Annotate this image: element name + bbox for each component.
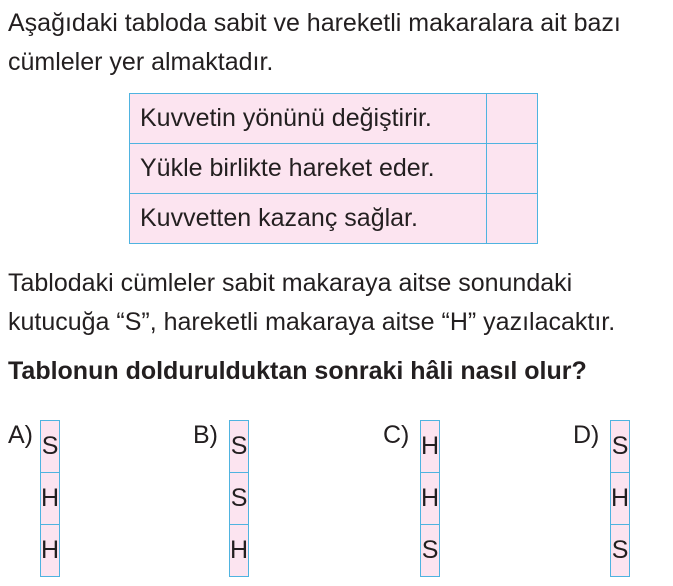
statement-row	[130, 194, 538, 244]
statement-text: Kuvvetin yönünü değiştirir.	[130, 94, 487, 144]
option-cell: H	[421, 421, 440, 473]
option-cell: H	[41, 525, 60, 577]
option-letter: B)	[193, 421, 218, 449]
option-table	[420, 420, 440, 577]
option-cell: S	[230, 421, 249, 473]
option-letter: C)	[383, 421, 410, 449]
option-letter: A)	[8, 421, 33, 449]
option-table	[610, 420, 630, 577]
option-letter: D)	[573, 421, 600, 449]
option-cell: S	[421, 525, 440, 577]
intro-text: Aşağıdaki tabloda sabit ve hareketli makaralara ait bazı cümleler yer almaktadır.	[8, 9, 621, 76]
answer-box	[487, 94, 538, 144]
option-cell: H	[421, 473, 440, 525]
option-cell: S	[41, 421, 60, 473]
option-cell: S	[611, 421, 630, 473]
option-cell: S	[230, 473, 249, 525]
statement-table	[129, 93, 538, 244]
option-table	[229, 420, 249, 577]
answer-box	[487, 194, 538, 244]
instruction-paragraph: Tablodaki cümleler sabit makaraya aitse sonundaki kutucuğa “S”, hareketli makaraya aitse “H” yazılacaktır.	[8, 269, 616, 336]
option-cell: H	[41, 473, 60, 525]
option-cell: H	[611, 473, 630, 525]
option-cell: S	[611, 525, 630, 577]
statement-text: Kuvvetten kazanç sağlar.	[130, 194, 487, 244]
statement-row	[130, 94, 538, 144]
answer-box	[487, 144, 538, 194]
option-table	[40, 420, 60, 577]
question-text: Tablonun doldurulduktan sonraki hâli nasıl olur?	[8, 357, 587, 385]
statement-text: Yükle birlikte hareket eder.	[130, 144, 487, 194]
option-cell: H	[230, 525, 249, 577]
statement-row	[130, 144, 538, 194]
